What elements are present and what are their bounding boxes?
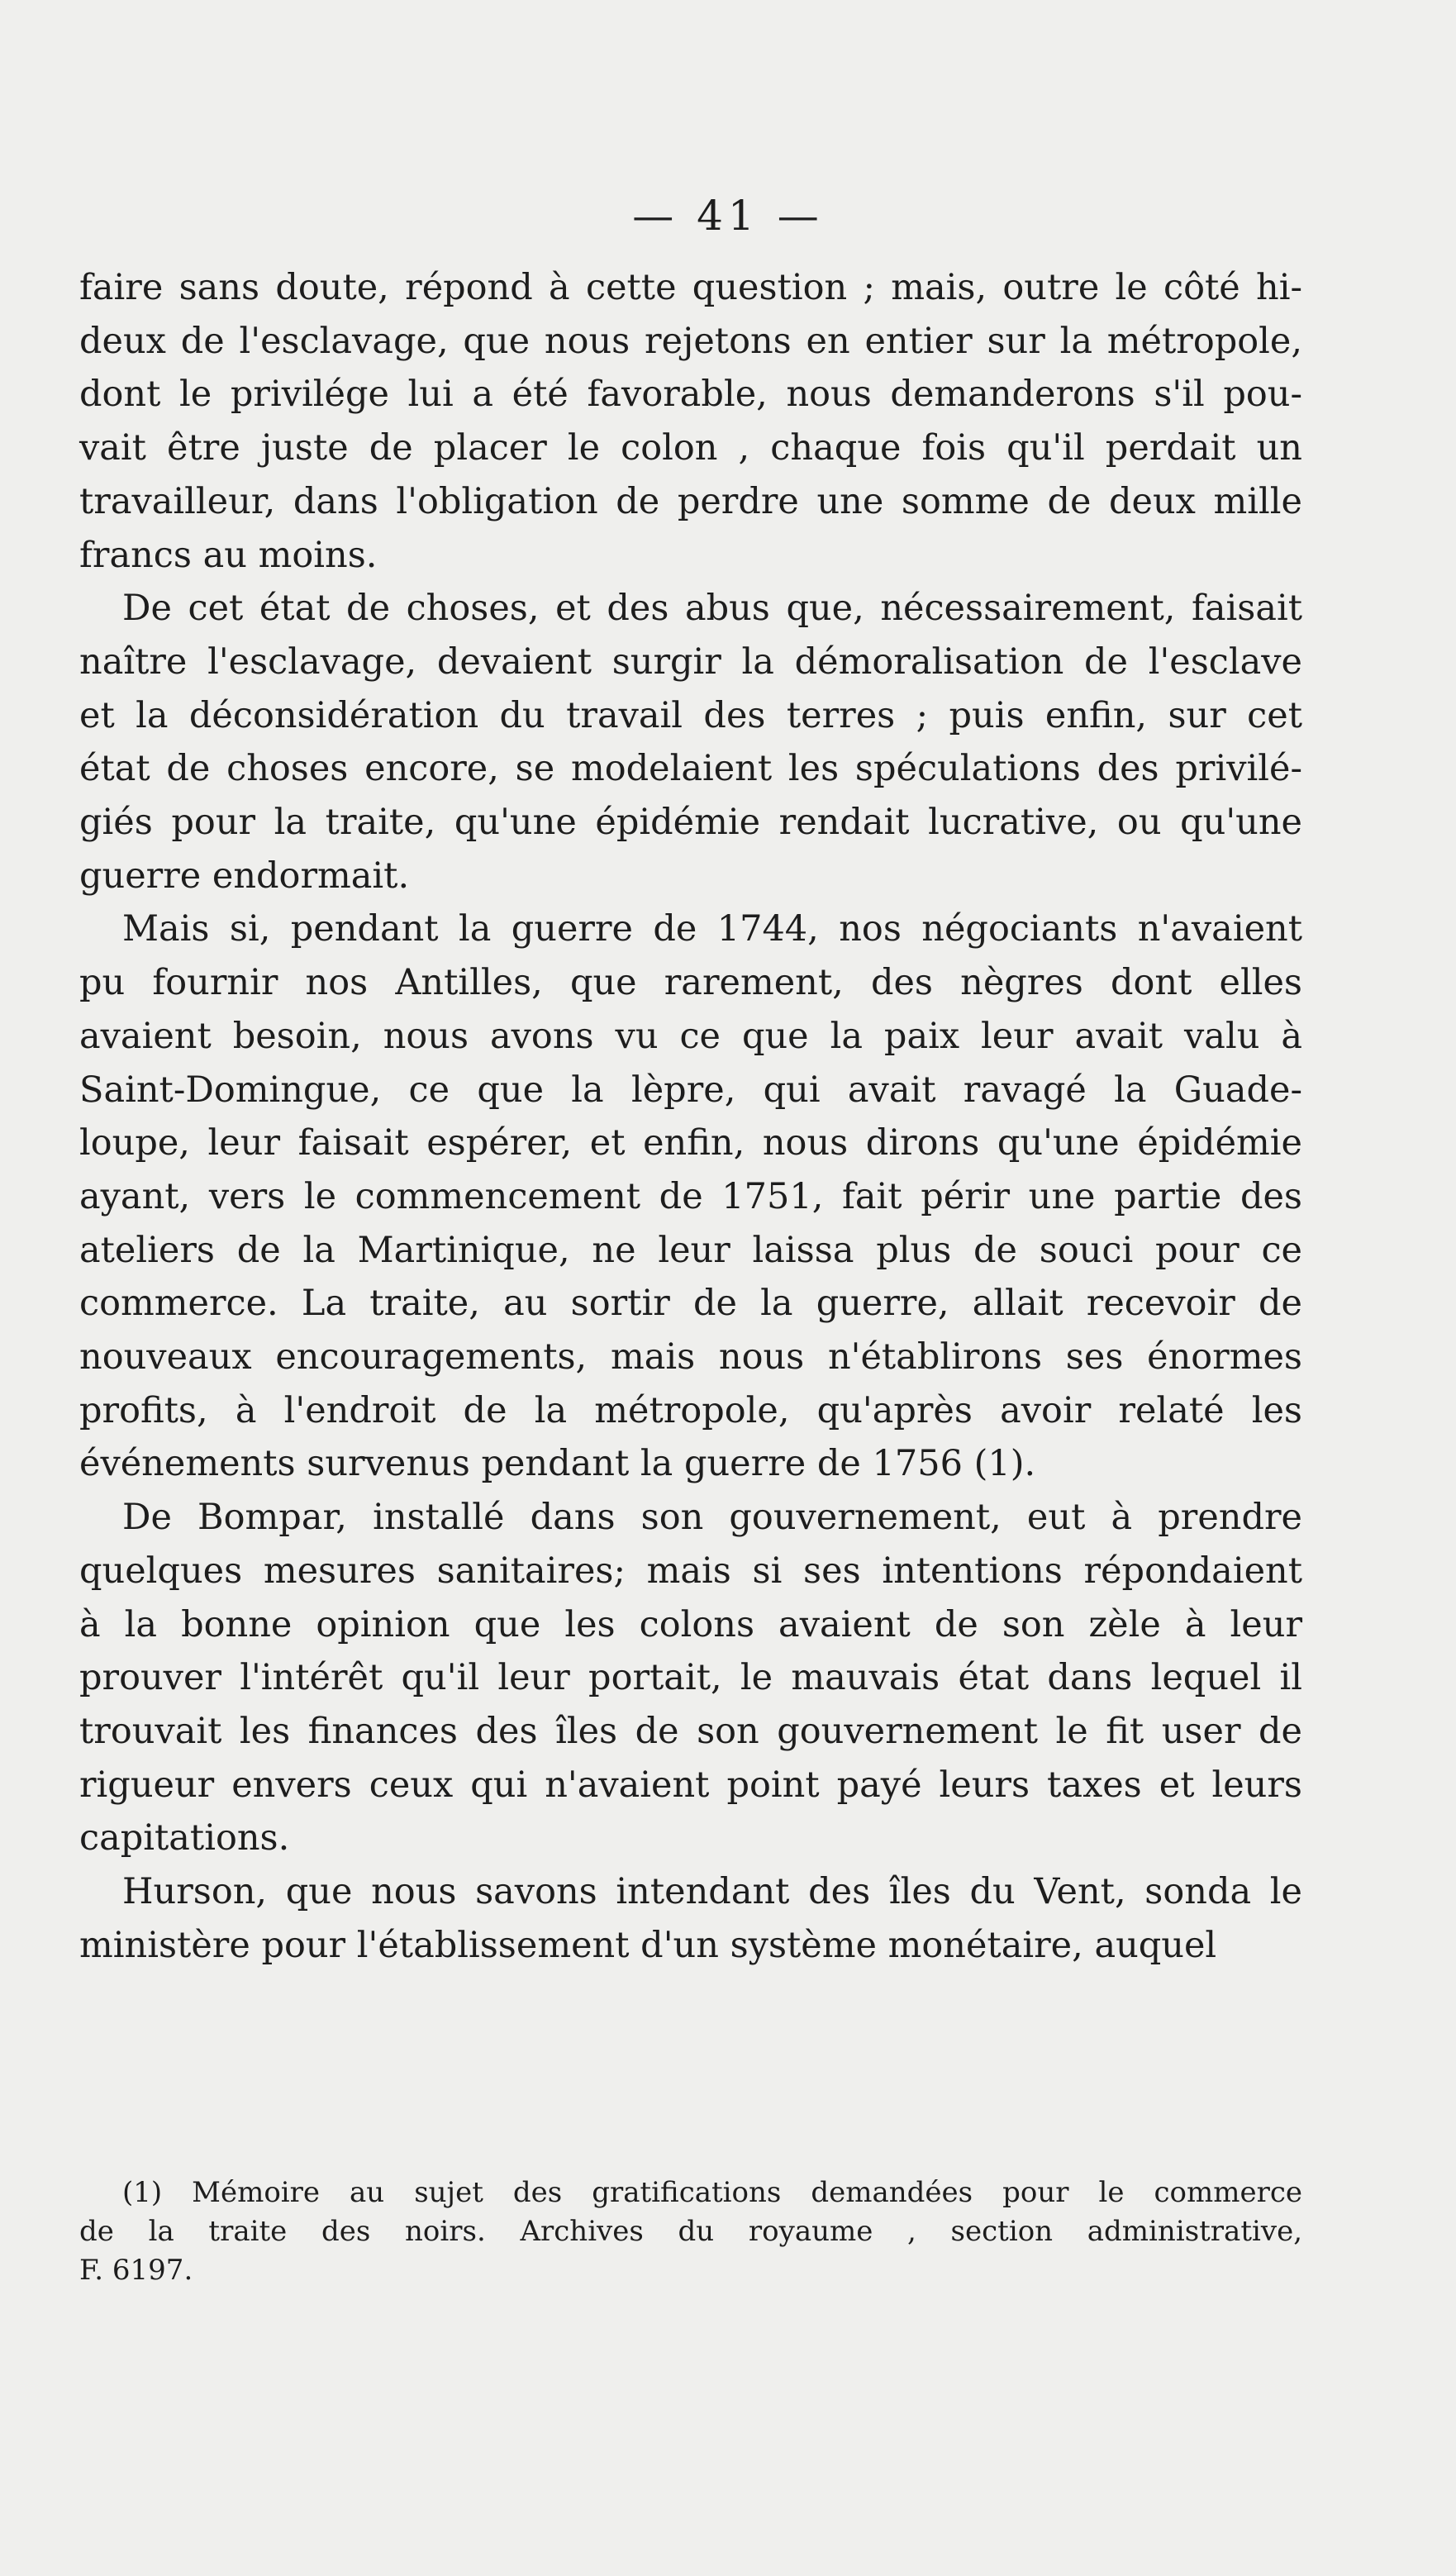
text-line: guerre endormait.	[79, 855, 410, 897]
body-text	[79, 261, 1302, 1973]
text-line: nouveaux encouragements, mais nous n'établirons ses énormes	[79, 1336, 1302, 1378]
text-line: naître l'esclavage, devaient surgir la démoralisation de l'esclave	[79, 640, 1302, 683]
text-line: capitations.	[79, 1817, 290, 1859]
text-line: profits, à l'endroit de la métropole, qu'après avoir relaté les	[79, 1389, 1302, 1431]
footnote-line: (1) Mémoire au sujet des gratifications demandées pour le commerce	[122, 2176, 1302, 2209]
text-line: pu fournir nos Antilles, que rarement, des nègres dont elles	[79, 962, 1302, 1004]
text-line: état de choses encore, se modelaient les spéculations des privilé-	[79, 748, 1302, 790]
text-line: ayant, vers le commencement de 1751, fait périr une partie des	[79, 1175, 1302, 1217]
paragraph	[79, 902, 1302, 1491]
text-line: Hurson, que nous savons intendant des îles du Vent, sonda le	[122, 1871, 1302, 1913]
footnote-line: de la traite des noirs. Archives du royaume , section administrative,	[79, 2215, 1302, 2248]
text-line: travailleur, dans l'obligation de perdre une somme de deux mille	[79, 480, 1302, 522]
text-line: De Bompar, installé dans son gouvernement, eut à prendre	[122, 1497, 1302, 1539]
text-line: francs au moins.	[79, 534, 378, 576]
text-line: De cet état de choses, et des abus que, nécessairement, faisait	[122, 588, 1302, 630]
text-line: commerce. La traite, au sortir de la guerre, allait recevoir de	[79, 1283, 1302, 1325]
text-line: ateliers de la Martinique, ne leur laissa plus de souci pour ce	[79, 1229, 1302, 1271]
paragraph	[79, 1491, 1302, 1865]
text-line: Saint-Domingue, ce que la lèpre, qui avait ravagé la Guade-	[79, 1069, 1302, 1111]
text-line: loupe, leur faisait espérer, et enfin, nous dirons qu'une épidémie	[79, 1122, 1302, 1164]
text-line: dont le privilége lui a été favorable, nous demanderons s'il pou-	[79, 374, 1302, 416]
text-line: avaient besoin, nous avons vu ce que la paix leur avait valu à	[79, 1015, 1302, 1057]
text-line: rigueur envers ceux qui n'avaient point payé leurs taxes et leurs	[79, 1764, 1302, 1806]
text-line: et la déconsidération du travail des terres ; puis enfin, sur cet	[79, 694, 1302, 736]
page-number: — 41 —	[632, 192, 824, 240]
text-line: à la bonne opinion que les colons avaient de son zèle à leur	[79, 1603, 1302, 1645]
footnote-line: F. 6197.	[79, 2254, 193, 2287]
paragraph	[79, 1865, 1302, 1972]
text-line: prouver l'intérêt qu'il leur portait, le mauvais état dans lequel il	[79, 1657, 1302, 1699]
text-line: quelques mesures sanitaires; mais si ses intentions répondaient	[79, 1550, 1302, 1592]
footnote	[79, 2174, 1302, 2290]
text-line: Mais si, pendant la guerre de 1744, nos négociants n'avaient	[122, 908, 1302, 950]
text-line: giés pour la traite, qu'une épidémie rendait lucrative, ou qu'une	[79, 802, 1302, 844]
text-line: trouvait les finances des îles de son gouvernement le fit user de	[79, 1710, 1302, 1752]
text-line: faire sans doute, répond à cette question ; mais, outre le côté hi-	[79, 267, 1302, 308]
paragraph	[79, 261, 1302, 582]
text-line: deux de l'esclavage, que nous rejetons en entier sur la métropole,	[79, 320, 1302, 362]
text-line: événements survenus pendant la guerre de 1756 (1).	[79, 1443, 1036, 1485]
text-line: ministère pour l'établissement d'un système monétaire, auquel	[79, 1924, 1217, 1966]
paragraph	[79, 582, 1302, 902]
text-line: vait être juste de placer le colon , chaque fois qu'il perdait un	[79, 427, 1302, 469]
